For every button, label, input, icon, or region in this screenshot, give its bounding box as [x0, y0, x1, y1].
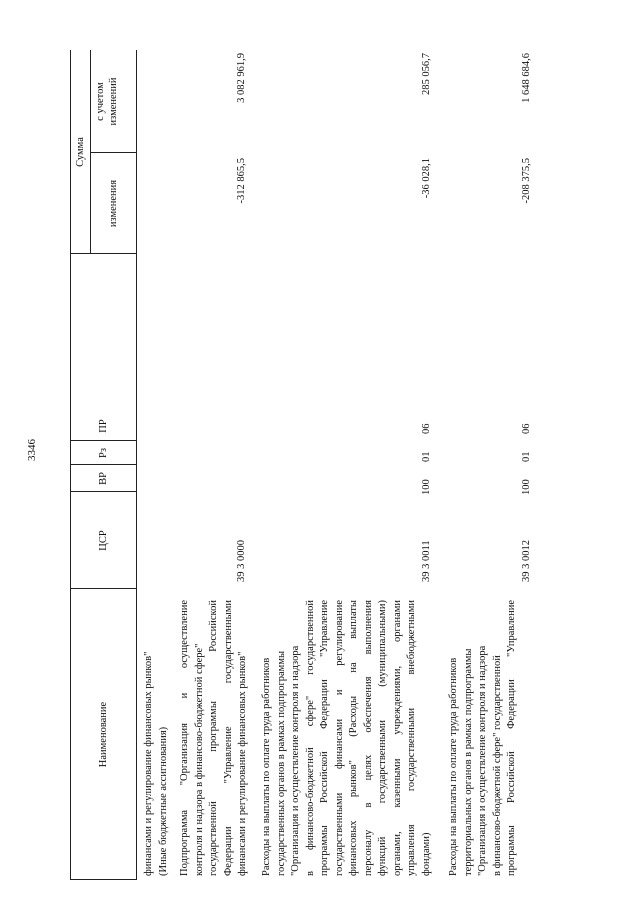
- row-name-line: в финансово-бюджетной сфере" государственной: [491, 655, 503, 876]
- row-name: [142, 600, 171, 876]
- rotated-page: [70, 50, 585, 880]
- row-name-line: государственных органов в рамках подпрограммы: [275, 650, 287, 876]
- row-name-line: финансами и регулирование финансовых рынков": [143, 651, 154, 876]
- row-name-line: функций государственными (муниципальными): [377, 600, 388, 876]
- row-name-line: Расходы на выплаты по оплате труда работников: [261, 657, 272, 876]
- header-sum: Сумма: [75, 137, 86, 167]
- row-change: -36 028,1: [421, 158, 432, 199]
- row-name-line: контроля и надзора в финансово-бюджетной сфере": [193, 643, 205, 876]
- row-name-line: органами, казенными учреждениями, органами: [391, 600, 403, 876]
- header-vr: ВР: [98, 472, 109, 485]
- page-number: 3346: [26, 439, 38, 461]
- row-total: 285 056,7: [421, 53, 432, 95]
- header-change: изменения: [108, 179, 119, 228]
- row-name-line: Подпрограмма "Организация и осуществление: [179, 600, 190, 876]
- row-name-line: фондами): [420, 832, 432, 876]
- row-name-line: персоналу в целях обеспечения выполнения: [362, 600, 374, 876]
- row-csr: 39 3 0011: [421, 540, 432, 582]
- row-vr: 100: [521, 479, 532, 495]
- row-csr: 39 3 0000: [236, 540, 247, 582]
- row-total: 1 648 684,6: [521, 53, 532, 103]
- row-vr: 100: [421, 479, 432, 495]
- header-csr: ЦСР: [98, 530, 109, 551]
- row-name-line: "Организация и осуществление контроля и надзора: [477, 645, 488, 876]
- row-change: -208 375,5: [521, 158, 532, 204]
- row-pr: 06: [421, 423, 432, 434]
- row-name-line: государственными финансами и регулирование: [333, 600, 345, 876]
- row-name-line: программы Российской Федерации "Управление: [319, 600, 330, 876]
- header-with-changes-2: изменений: [108, 77, 119, 126]
- row-pr: 06: [521, 423, 532, 434]
- row-name: [178, 600, 251, 876]
- header-name: Наименование: [98, 701, 109, 768]
- row-name-line: программы Российской Федерации "Управление: [506, 600, 517, 876]
- header-rz: Рз: [98, 448, 109, 458]
- row-name: [260, 600, 434, 876]
- row-name-line: территориальных органов в рамках подпрограммы: [462, 648, 474, 876]
- row-name: [447, 600, 520, 876]
- row-rz: 01: [521, 451, 532, 462]
- row-name-line: "Организация и осуществление контроля и надзора: [290, 645, 301, 876]
- header-with-changes-1: с учетом: [95, 82, 106, 121]
- row-name-line: государственной программы Российской: [208, 600, 219, 876]
- row-change: -312 865,5: [236, 158, 247, 204]
- row-csr: 39 3 0012: [521, 540, 532, 582]
- row-name-line: управления государственными внебюджетными: [406, 600, 417, 876]
- row-rz: 01: [421, 451, 432, 462]
- row-name-line: финансами и регулирование финансовых рынков": [237, 651, 248, 876]
- row-total: 3 082 961,9: [236, 53, 247, 103]
- row-name-line: финансовых рынков" (Расходы на выплаты: [348, 600, 359, 876]
- row-name-line: Расходы на выплаты по оплате труда работников: [448, 657, 459, 876]
- row-name-line: (Иные бюджетные ассигнования): [157, 726, 169, 876]
- row-name-line: Федерации "Управление государственными: [222, 600, 234, 876]
- header-pr: ПР: [98, 419, 109, 433]
- budget-table: [70, 50, 585, 880]
- row-name-line: в финансово-бюджетной сфере" государственной: [304, 600, 316, 876]
